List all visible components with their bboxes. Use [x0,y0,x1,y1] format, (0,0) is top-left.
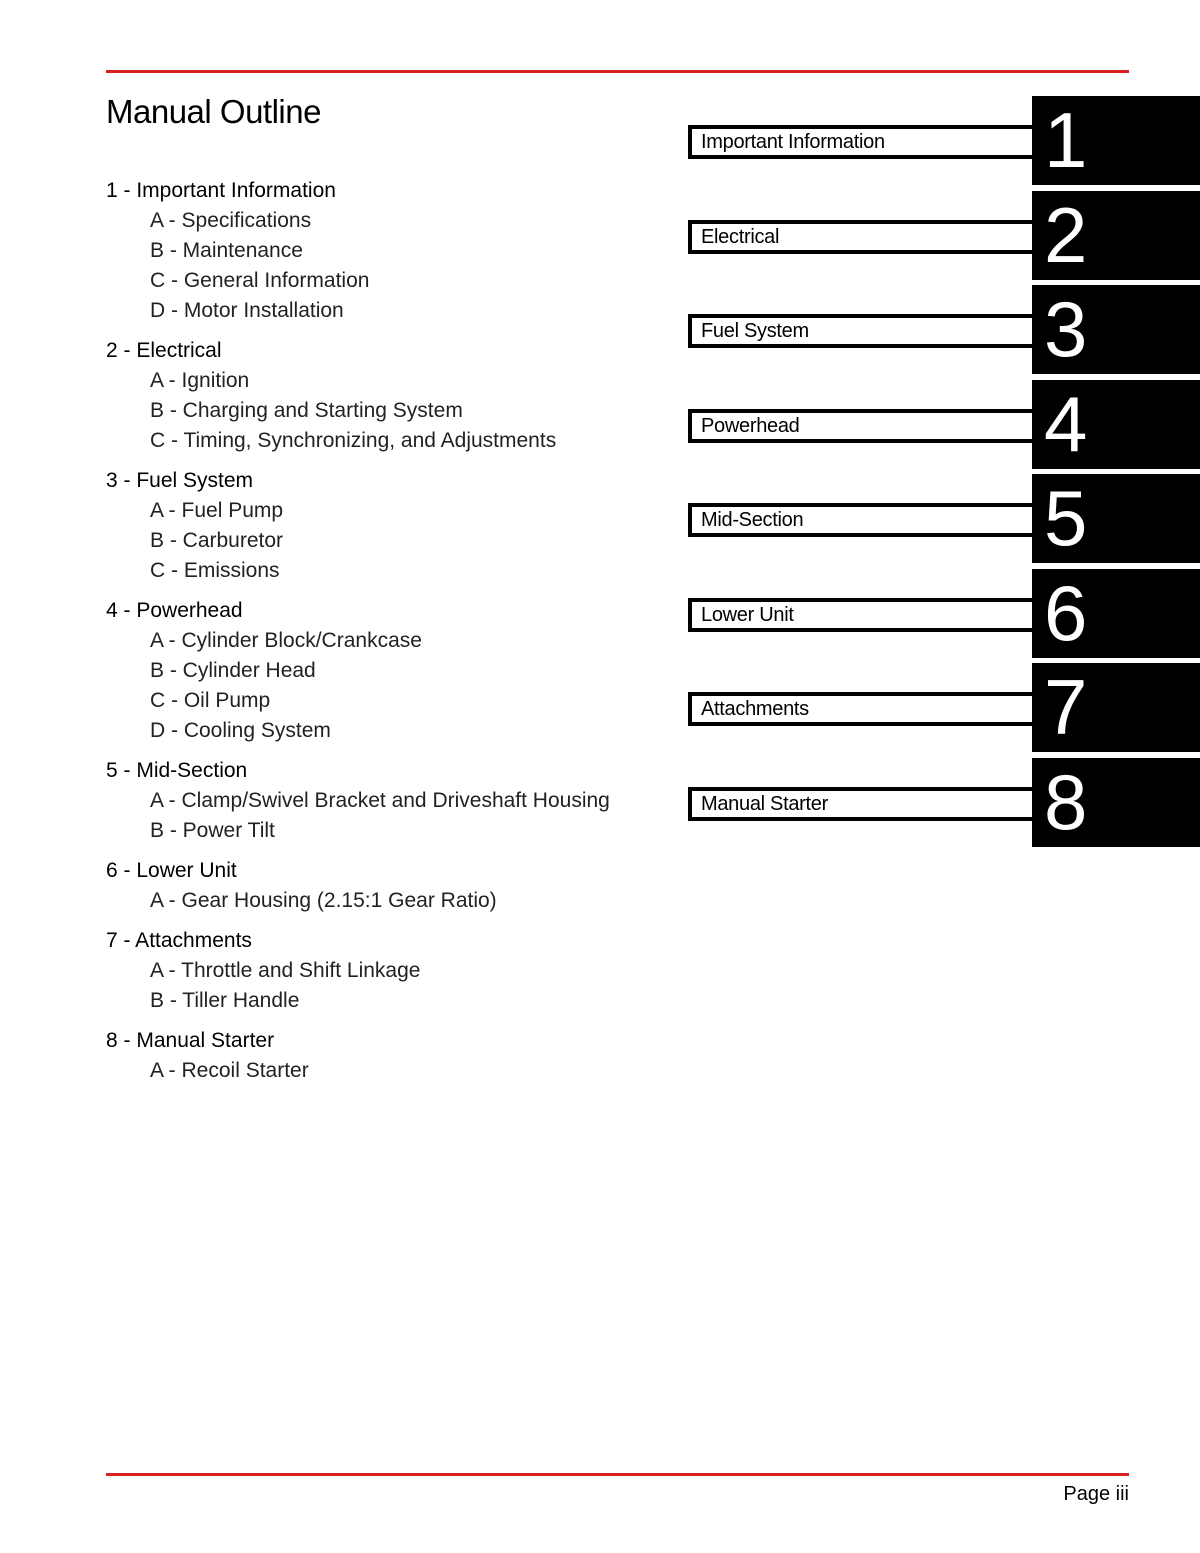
tab-label: Manual Starter [688,787,1032,821]
chapter-title[interactable]: 2 - Electrical [106,339,222,362]
section-tabs [688,96,1200,852]
section-item[interactable]: B - Tiller Handle [150,989,300,1012]
outline-chapter [106,596,686,746]
tab-label: Electrical [688,220,1032,254]
section-item[interactable]: A - Ignition [150,369,250,392]
section-item[interactable]: A - Fuel Pump [150,499,284,522]
section-item[interactable]: C - Oil Pump [150,689,271,712]
chapter-title[interactable]: 1 - Important Information [106,179,336,202]
section-item[interactable]: C - Emissions [150,559,280,582]
section-tab-1[interactable] [688,96,1200,191]
chapter-title[interactable]: 6 - Lower Unit [106,859,237,882]
outline-chapter [106,176,686,326]
tab-number: 7 [1032,663,1200,752]
section-tab-2[interactable] [688,191,1200,286]
section-item[interactable]: C - General Information [150,269,370,292]
section-tab-6[interactable] [688,569,1200,664]
section-tab-5[interactable] [688,474,1200,569]
section-item[interactable]: B - Cylinder Head [150,659,316,682]
section-item[interactable]: A - Cylinder Block/Crankcase [150,629,422,652]
section-tab-3[interactable] [688,285,1200,380]
bottom-rule [106,1473,1129,1476]
outline-chapter [106,856,686,916]
section-item[interactable]: A - Gear Housing (2.15:1 Gear Ratio) [150,889,497,912]
section-item[interactable]: B - Maintenance [150,239,303,262]
tab-number: 8 [1032,758,1200,847]
tab-number: 3 [1032,285,1200,374]
tab-label: Important Information [688,125,1032,159]
outline-chapter [106,926,686,1016]
top-rule [106,70,1129,73]
tab-label: Powerhead [688,409,1032,443]
section-item[interactable]: A - Throttle and Shift Linkage [150,959,421,982]
section-item[interactable]: D - Motor Installation [150,299,344,322]
tab-number: 2 [1032,191,1200,280]
outline-chapter [106,756,686,846]
section-item[interactable]: A - Clamp/Swivel Bracket and Driveshaft Housing [150,789,610,812]
outline-chapter [106,336,686,456]
section-item[interactable]: B - Power Tilt [150,819,275,842]
section-tab-8[interactable] [688,758,1200,853]
section-item[interactable]: D - Cooling System [150,719,331,742]
section-tab-7[interactable] [688,663,1200,758]
tab-label: Mid-Section [688,503,1032,537]
section-item[interactable]: A - Recoil Starter [150,1059,309,1082]
tab-number: 5 [1032,474,1200,563]
tab-number: 6 [1032,569,1200,658]
tab-label: Attachments [688,692,1032,726]
tab-label: Fuel System [688,314,1032,348]
chapter-title[interactable]: 7 - Attachments [106,929,252,952]
tab-label: Lower Unit [688,598,1032,632]
section-item[interactable]: C - Timing, Synchronizing, and Adjustments [150,429,557,452]
outline-chapter [106,466,686,586]
page-number: Page iii [1063,1483,1129,1505]
section-item[interactable]: B - Carburetor [150,529,284,552]
page-title: Manual Outline [106,93,321,130]
chapter-title[interactable]: 5 - Mid-Section [106,759,248,782]
section-item[interactable]: B - Charging and Starting System [150,399,463,422]
outline-chapter [106,1026,686,1086]
section-tab-4[interactable] [688,380,1200,475]
chapter-title[interactable]: 4 - Powerhead [106,599,243,622]
tab-number: 1 [1032,96,1200,185]
tab-number: 4 [1032,380,1200,469]
manual-outline [106,176,686,1096]
chapter-title[interactable]: 3 - Fuel System [106,469,254,492]
section-item[interactable]: A - Specifications [150,209,312,232]
chapter-title[interactable]: 8 - Manual Starter [106,1029,275,1052]
